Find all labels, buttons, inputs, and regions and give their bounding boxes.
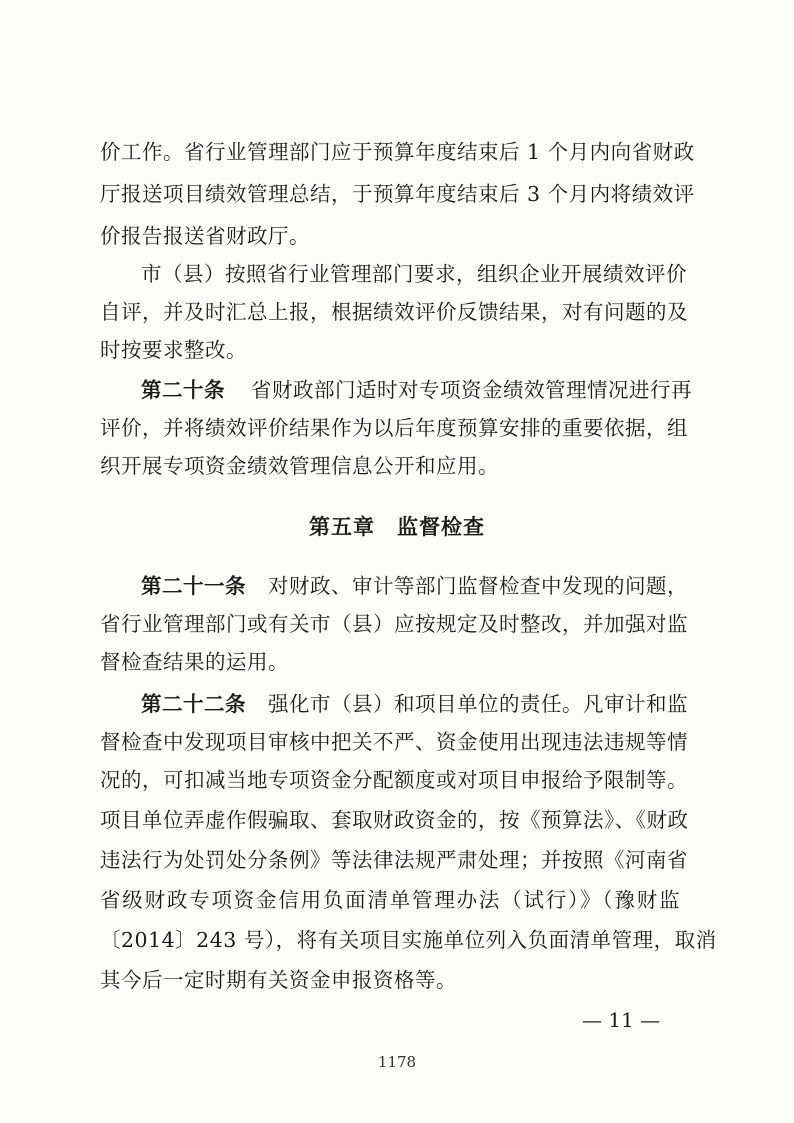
article-20-heading: 第二十条: [141, 378, 225, 402]
paragraph-1-line-3: 价报告报送省财政厅。: [100, 224, 310, 248]
article-22-line-6: 省级财政专项资金信用负面清单管理办法（试行）》（豫财监: [100, 888, 680, 912]
article-21-heading: 第二十一条: [141, 574, 246, 598]
article-20-text-1: 省财政部门适时对专项资金绩效管理情况进行再: [251, 378, 692, 402]
article-22-line-4: 项目单位弄虚作假骗取、套取财政资金的，按《预算法》、《财政: [100, 808, 689, 832]
paragraph-2-line-2: 自评，并及时汇总上报，根据绩效评价反馈结果，对有问题的及: [100, 300, 688, 324]
footer-number: 1178: [377, 1053, 417, 1071]
paragraph-1-line-1: 价工作。省行业管理部门应于预算年度结束后 1 个月内向省财政: [100, 140, 695, 164]
paragraph-2-line-3: 时按要求整改。: [100, 338, 247, 362]
article-21-line-3: 督检查结果的运用。: [100, 650, 289, 674]
article-22-line-5: 违法行为处罚处分条例》等法律法规严肃处理；并按照《河南省: [100, 848, 688, 872]
page-number: — 11 —: [582, 1008, 661, 1032]
paragraph-1-line-2: 厅报送项目绩效管理总结，于预算年度结束后 3 个月内将绩效评: [100, 182, 695, 206]
paragraph-2-line-1: 市（县）按照省行业管理部门要求，组织企业开展绩效评价: [141, 262, 687, 286]
article-22-text-1: 强化市（县）和项目单位的责任。凡审计和监: [268, 692, 688, 716]
article-20-line-1: [141, 376, 692, 404]
article-20-line-2: 评价，并将绩效评价结果作为以后年度预算安排的重要依据，组: [100, 416, 688, 440]
article-21-line-1: [141, 572, 688, 600]
article-22-line-1: [141, 690, 688, 718]
article-22-line-3: 况的，可扣减当地专项资金分配额度或对项目申报给予限制等。: [100, 768, 688, 792]
article-21-text-1: 对财政、审计等部门监督检查中发现的问题，: [268, 574, 688, 598]
article-22-line-8: 其今后一定时期有关资金申报资格等。: [100, 968, 457, 992]
article-20-line-3: 织开展专项资金绩效管理信息公开和应用。: [100, 454, 499, 478]
article-22-heading: 第二十二条: [141, 692, 246, 716]
chapter-title: 第五章 监督检查: [309, 515, 485, 539]
article-22-line-7: 〔2014〕243 号），将有关项目实施单位列入负面清单管理，取消: [100, 928, 717, 952]
article-22-line-2: 督检查中发现项目审核中把关不严、资金使用出现违法违规等情: [100, 730, 688, 754]
article-21-line-2: 省行业管理部门或有关市（县）应按规定及时整改，并加强对监: [100, 612, 688, 636]
